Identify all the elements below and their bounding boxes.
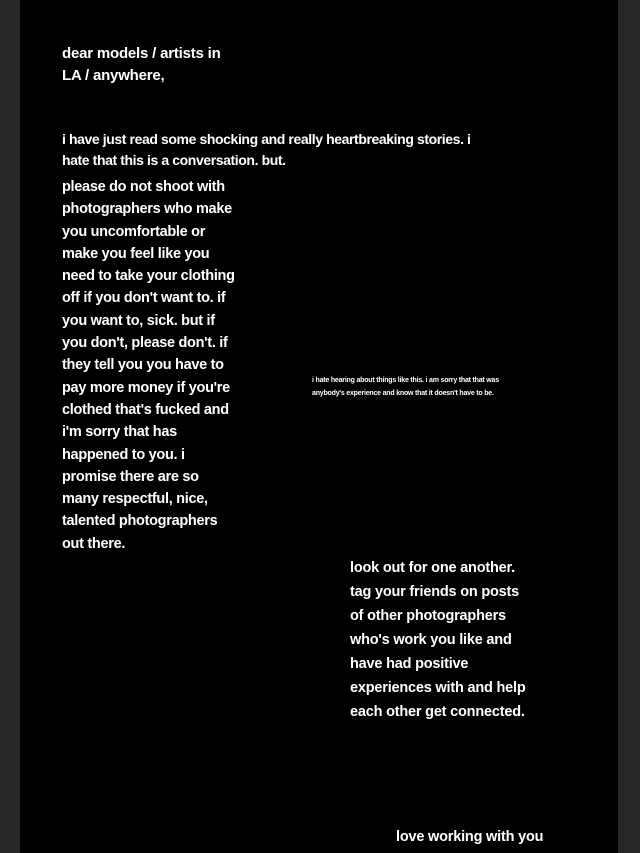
greeting-text: dear models / artists in LA / anywhere, bbox=[62, 45, 221, 84]
intro-text: i have just read some shocking and really heartbreaking stories. i hate that this is a conversation. but. bbox=[62, 131, 471, 168]
story-canvas bbox=[20, 0, 618, 853]
small-note-text: i hate hearing about things like this. i am sorry that that was anybody's experience and know that it doesn't have to be. bbox=[312, 377, 499, 397]
advice-paragraph: please do not shoot with photographers who make you uncomfortable or make you feel like you need to take your clothing off if you don't want to. if you want to, sick. but if you don't, please don't. if they tell you you have to pay more money if you're clothed that's fucked and i'm sorry that has happened to you. i promise there are so many respectful, nice, talented photographers out there. bbox=[62, 179, 235, 552]
left-border bbox=[0, 0, 20, 853]
right-border bbox=[618, 0, 640, 853]
closing-text: love working with you bbox=[396, 829, 544, 845]
lookout-paragraph: look out for one another. tag your friends on posts of other photographers who's work you like and have had positive experiences with and help each other get connected. bbox=[350, 560, 526, 720]
